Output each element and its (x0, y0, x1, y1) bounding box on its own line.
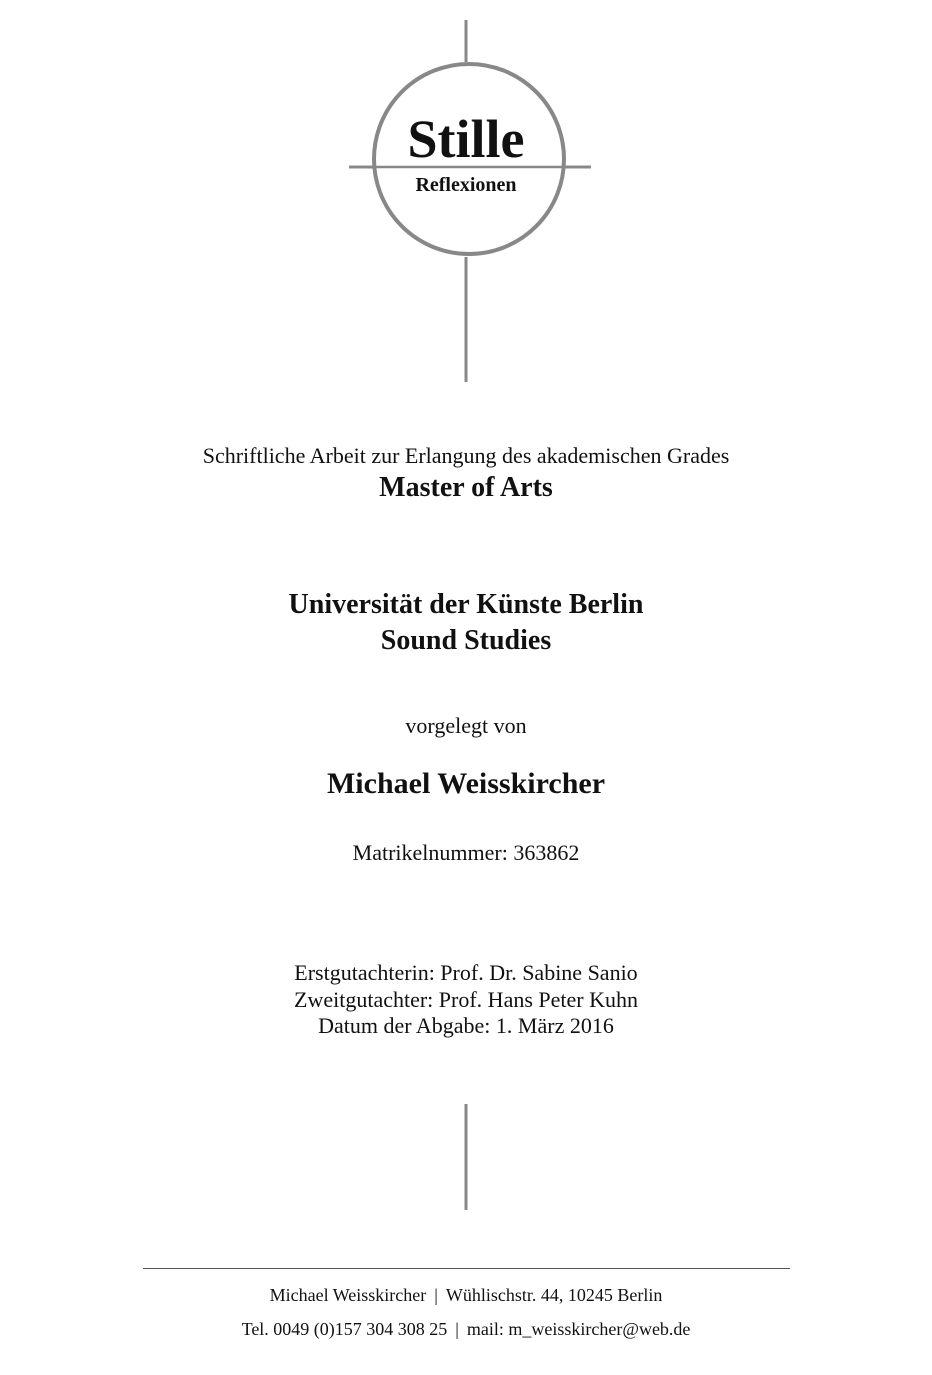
submission-date: Datum der Abgabe: 1. März 2016 (318, 1013, 614, 1038)
author-name: Michael Weisskircher (326, 767, 606, 800)
footer-phone: Tel. 0049 (0)157 304 308 25 (241, 1319, 448, 1339)
degree-title: Master of Arts (379, 472, 553, 503)
footer-name: Michael Weisskircher (269, 1285, 427, 1305)
footer-line-name-address (0, 1285, 932, 1306)
first-reviewer: Erstgutachterin: Prof. Dr. Sabine Sanio (294, 960, 638, 985)
logo-subtitle: Reflexionen (415, 174, 517, 196)
matriculation-number: Matrikelnummer: 363862 (352, 840, 580, 865)
footer-address: Wühlischstr. 44, 10245 Berlin (445, 1285, 663, 1305)
footer-mail: mail: m_weisskircher@web.de (466, 1319, 691, 1339)
footer-line-contact (0, 1319, 932, 1340)
logo-title: Stille (407, 109, 525, 169)
logo-crosshair-graphic (0, 0, 932, 400)
second-reviewer: Zweitgutachter: Prof. Hans Peter Kuhn (294, 987, 638, 1012)
university-name: Universität der Künste Berlin (288, 589, 644, 620)
presented-by: vorgelegt von (405, 713, 527, 738)
footer-separator: | (434, 1285, 438, 1305)
footer-rule (143, 1268, 790, 1269)
footer-separator: | (455, 1319, 459, 1339)
lower-divider-graphic (0, 1100, 932, 1215)
program-name: Sound Studies (380, 625, 552, 656)
intro-text: Schriftliche Arbeit zur Erlangung des akademischen Grades (202, 443, 730, 468)
